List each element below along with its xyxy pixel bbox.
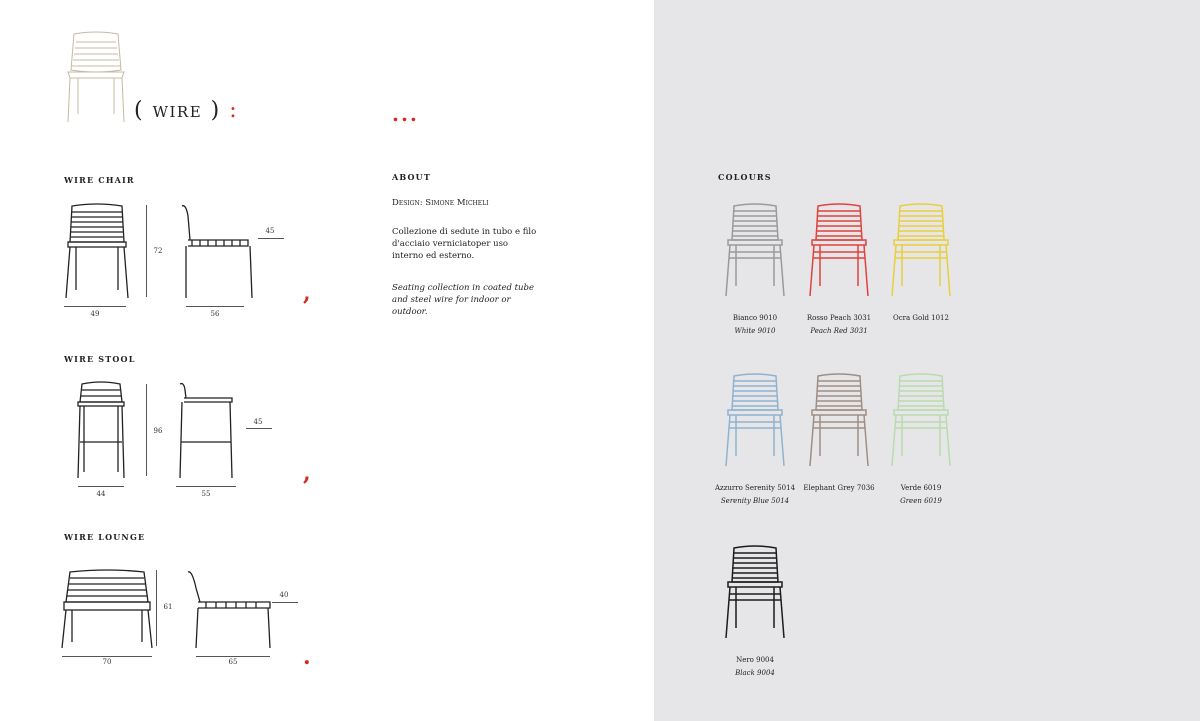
dimension-line-depth (196, 656, 270, 657)
chair-front-drawing (62, 202, 132, 304)
colour-chair-icon (804, 370, 874, 470)
colour-chair-icon (720, 542, 790, 642)
colour-chair-icon (720, 370, 790, 470)
dimension-line-height (146, 384, 147, 476)
dimension-line-width (62, 656, 152, 657)
chair-seat-value: 45 (265, 227, 275, 235)
colour-name-english: Serenity Blue 5014 (720, 497, 790, 505)
colour-name-english: White 9010 (734, 327, 776, 335)
dimension-line-height (156, 570, 157, 646)
stool-side-drawing (176, 380, 240, 482)
chair-height-value: 72 (153, 247, 163, 255)
chair-side-drawing (178, 202, 258, 304)
colour-name: Nero 9004 (736, 656, 774, 664)
logo-chair-icon (66, 30, 126, 125)
colour-name-english: Peach Red 3031 (810, 327, 868, 335)
about-text-english: Seating collection in coated tube and steel wire for indoor or outdoor. (392, 283, 534, 317)
lounge-side-drawing (186, 568, 276, 652)
colour-chair-icon (886, 200, 956, 300)
dimension-line-width (78, 486, 124, 487)
colour-name-english: Black 9004 (735, 669, 775, 677)
dimension-line-seat (272, 602, 298, 603)
stool-height-value: 96 (153, 427, 163, 435)
stool-depth-value: 55 (201, 490, 211, 498)
about-text-italian: Collezione di sedute in tubo e filo d'acciaio verniciatoper uso interno ed esterno. (392, 227, 537, 261)
lounge-width-value: 70 (102, 658, 112, 666)
stool-front-drawing (76, 380, 126, 482)
lounge-depth-value: 65 (228, 658, 238, 666)
lounge-seat-value: 40 (279, 591, 289, 599)
colour-name: Rosso Peach 3031 (806, 314, 872, 322)
dimension-line-depth (176, 486, 236, 487)
colour-name-english: Green 6019 (900, 497, 942, 505)
colour-name: Azzurro Serenity 5014 (714, 484, 796, 492)
colour-chair-icon (886, 370, 956, 470)
dimension-line-seat (246, 428, 272, 429)
colour-name: Ocra Gold 1012 (893, 314, 949, 322)
dimension-line-width (64, 306, 126, 307)
stool-width-value: 44 (96, 490, 106, 498)
title-colon: : (229, 98, 239, 123)
colour-chair-icon (720, 200, 790, 300)
ellipsis-mark: ... (392, 102, 419, 126)
chair-depth-value: 56 (210, 310, 220, 318)
chair-width-value: 49 (90, 310, 100, 318)
about-designer: Design: Simone Micheli (392, 198, 489, 208)
stool-seat-value: 45 (253, 418, 263, 426)
title-text: ( wire ) (134, 98, 221, 123)
dimension-line-depth (186, 306, 244, 307)
colour-name: Verde 6019 (900, 484, 942, 492)
product-heading-stool: WIRE STOOL (64, 354, 136, 364)
page-title (134, 98, 238, 123)
product-heading-chair: WIRE CHAIR (64, 175, 135, 185)
lounge-mark: . (303, 644, 311, 670)
colour-chair-icon (804, 200, 874, 300)
about-heading: ABOUT (392, 172, 432, 182)
chair-mark: , (303, 280, 311, 306)
colour-name: Bianco 9010 (732, 314, 778, 322)
stool-mark: , (303, 460, 311, 486)
lounge-front-drawing (60, 568, 154, 652)
colour-name: Elephant Grey 7036 (803, 484, 875, 492)
product-heading-lounge: WIRE LOUNGE (64, 532, 146, 542)
colours-heading: COLOURS (718, 172, 772, 182)
dimension-line-height (146, 205, 147, 297)
lounge-height-value: 61 (163, 603, 173, 611)
dimension-line-seat (258, 238, 284, 239)
